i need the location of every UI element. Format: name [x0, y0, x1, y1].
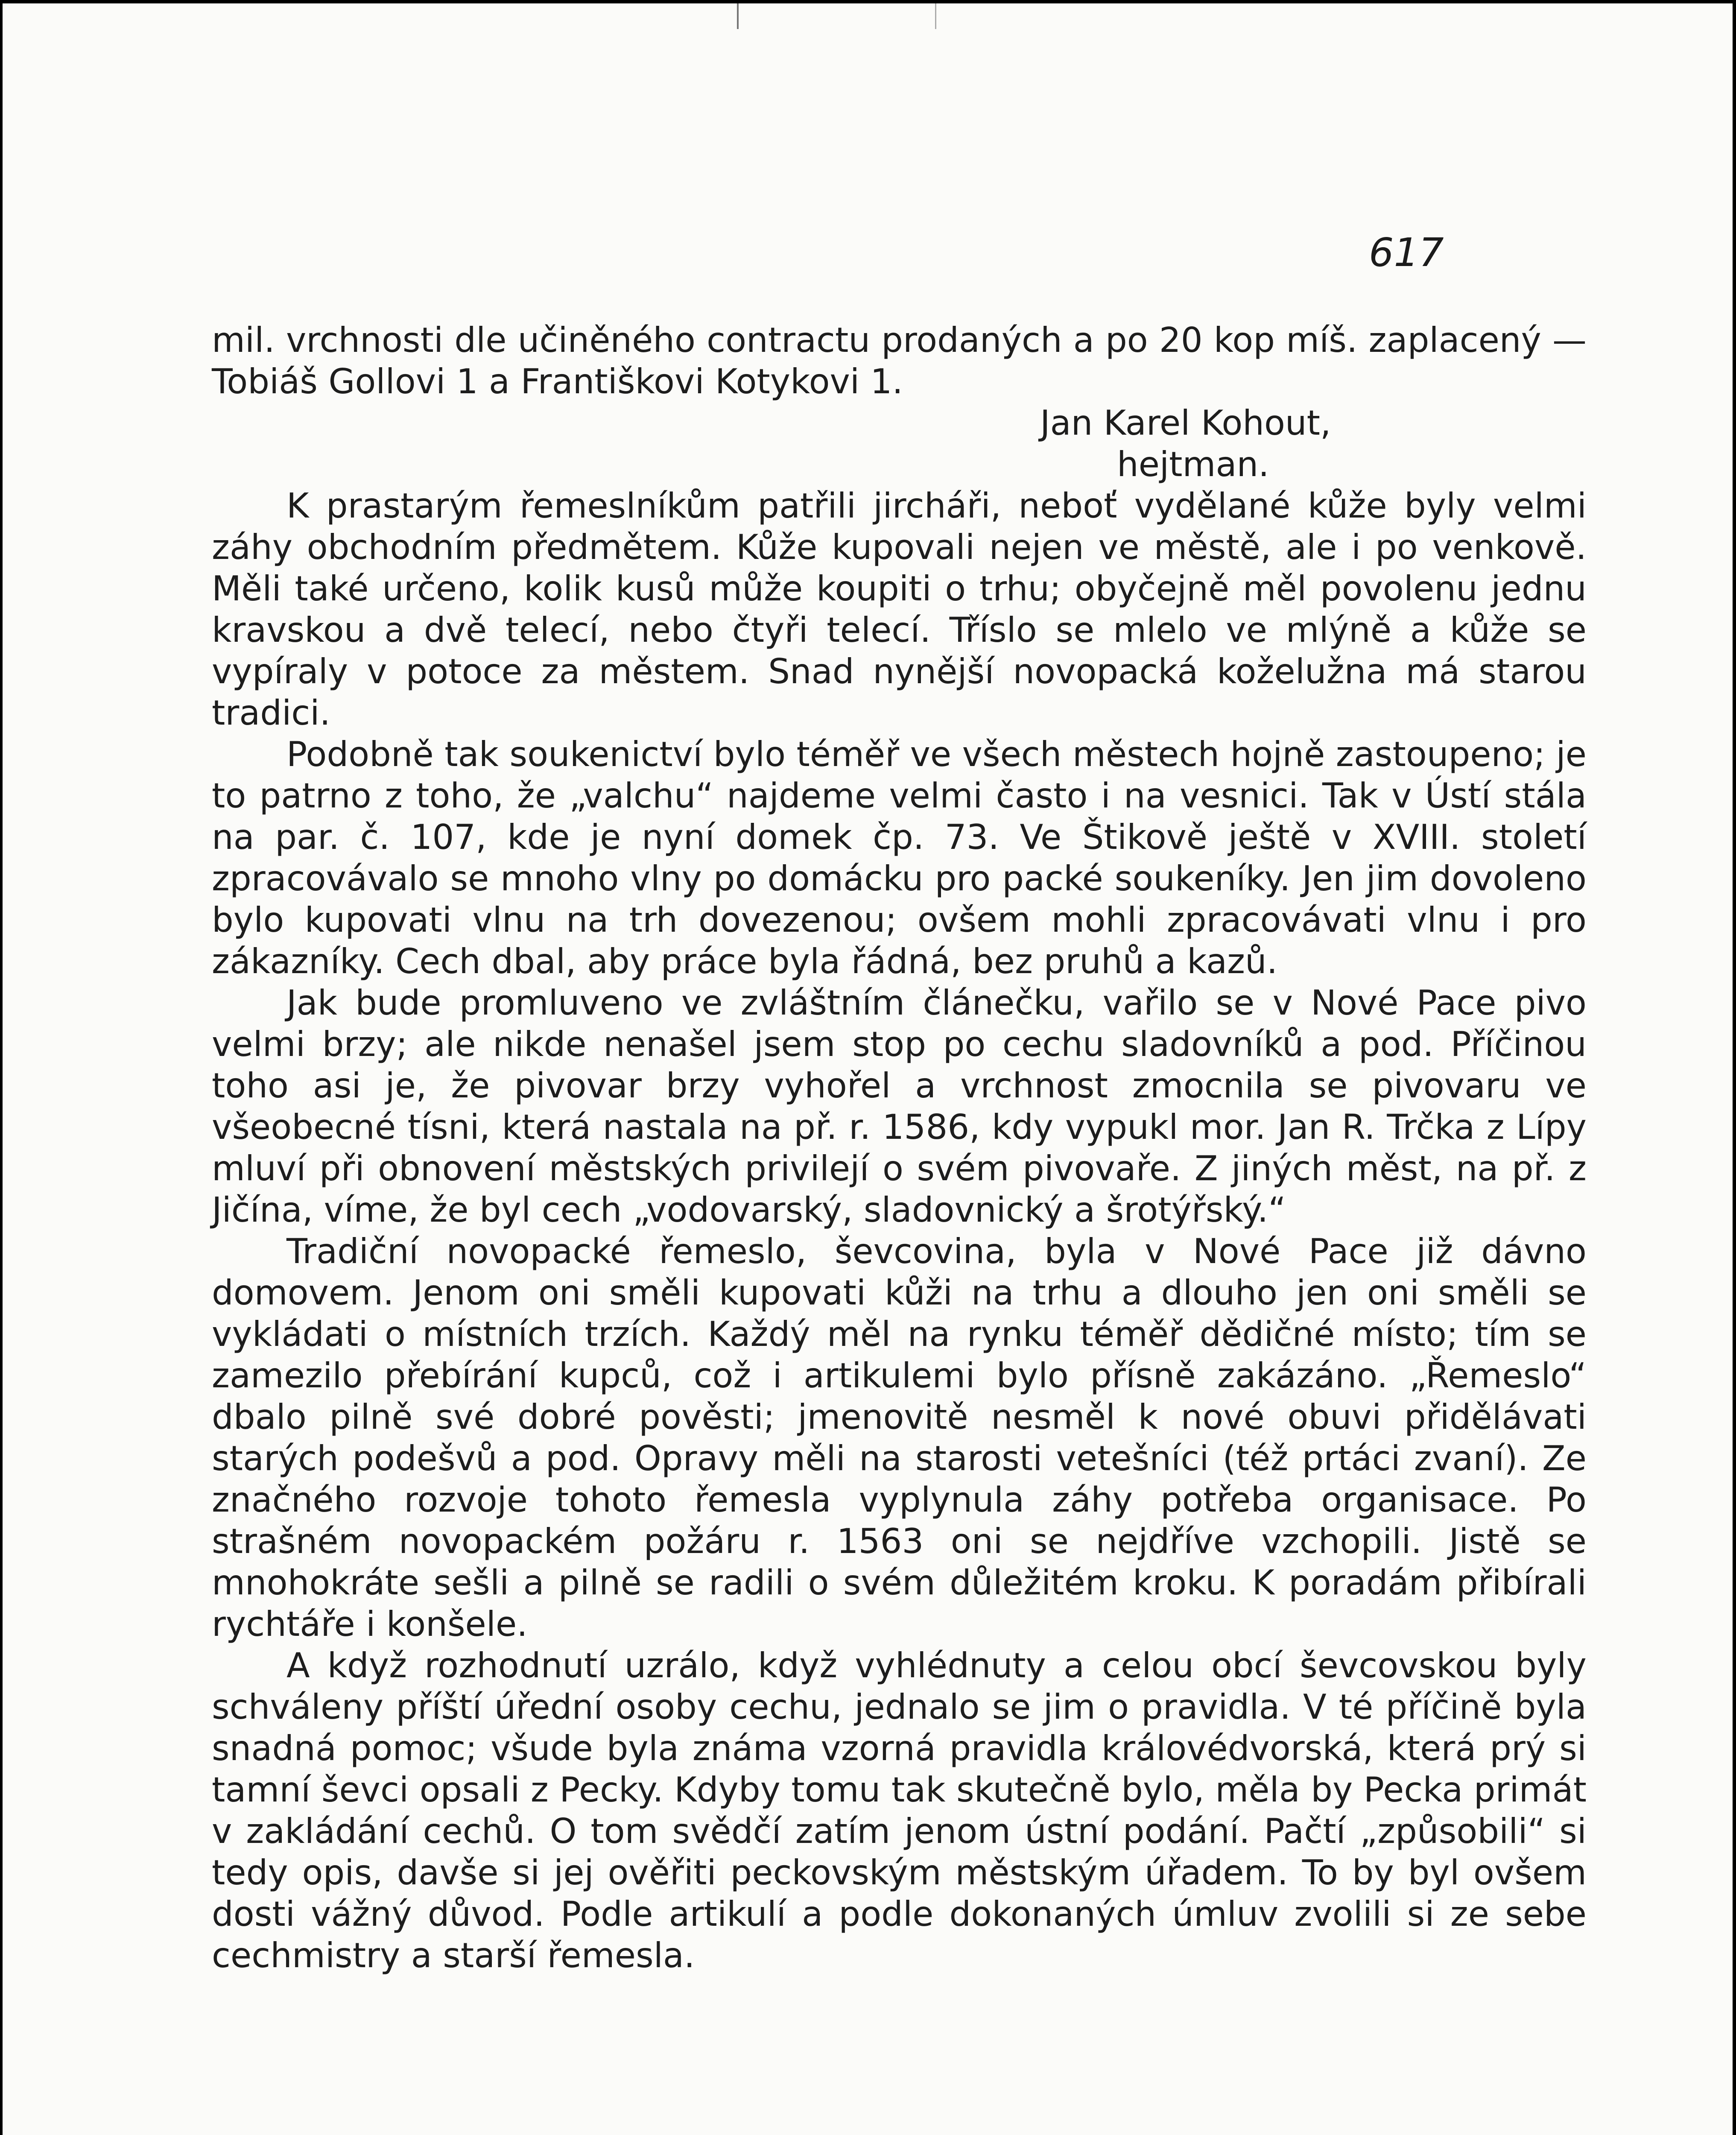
continuation-paragraph: mil. vrchnosti dle učiněného contractu prodaných a po 20 kop míš. zaplacený — Tobiáš Gollovi 1 a Františkovi Kotykovi 1. [212, 320, 1587, 401]
binding-marks [737, 3, 936, 29]
paragraph-tanners: K prastarým řemeslníkům patřili jircháři, neboť vydělané kůže byly velmi záhy obchodním předmětem. Kůže kupovali nejen ve městě, ale i po venkově. Měli také určeno, kolik kusů může koupiti o trhu; obyčejně měl povolenu jednu kravskou a dvě telecí, nebo čtyři telecí. Tříslo se mlelo ve mlýně a kůže se vypíraly v potoce za městem. Snad nynější novopacká koželužna má starou tradici. [212, 486, 1587, 733]
paragraph-guild-rules: A když rozhodnutí uzrálo, když vyhlédnuty a celou obcí ševcovskou byly schváleny příští úřední osoby cechu, jednalo se jim o pravidla. V té příčině byla snadná pomoc; všude byla známa vzorná pravidla královédvorská, která prý si tamní ševci opsali z Pecky. Kdyby tomu tak skutečně bylo, měla by Pecka primát v zakládání cechů. O tom svědčí zatím jenom ústní podání. Pačtí „způsobili“ si tedy opis, davše si jej ověřiti peckovským městským úřadem. To by byl ovšem dosti vážný důvod. Podle artikulí a podle dokonaných úmluv zvolili si ze sebe cechmistry a starší řemesla. [212, 1646, 1587, 1975]
signature-title: hejtman. [1117, 445, 1269, 484]
article-body [212, 319, 1587, 1976]
page-number: 617 [1369, 230, 1444, 275]
paragraph-brewers: Jak bude promluveno ve zvláštním článečku, vařilo se v Nové Pace pivo velmi brzy; ale nikde nenašel jsem stop po cechu sladovníků a pod. Příčinou toho asi je, že pivovar brzy vyhořel a vrchnost zmocnila se pivovaru ve všeobecné tísni, která nastala na př. r. 1586, kdy vypukl mor. Jan R. Trčka z Lípy mluví při obnovení městských privilejí o svém pivovaře. Z jiných měst, na př. z Jičína, víme, že byl cech „vodovarský, sladovnický a šrotýřský.“ [212, 983, 1587, 1230]
paragraph-shoemakers: Tradiční novopacké řemeslo, ševcovina, byla v Nové Pace již dávno domovem. Jenom oni směli kupovati kůži na trhu a dlouho jen oni směli se vykládati o místních trzích. Každý měl na rynku téměř dědičné místo; tím se zamezilo přebírání kupců, což i artikulemi bylo přísně zakázáno. „Řemeslo“ dbalo pilně své dobré pověsti; jmenovitě nesměl k nové obuvi přidělávati starých podešvů a pod. Opravy měli na starosti vetešníci (též prtáci zvaní). Ze značného rozvoje tohoto řemesla vyplynula záhy potřeba organisace. Po strašném novopackém požáru r. 1563 oni se nejdříve vzchopili. Jistě se mnohokráte sešli a pilně se radili o svém důležitém kroku. K poradám přibírali rychtáře i konšele. [212, 1231, 1587, 1644]
paragraph-clothmakers: Podobně tak soukenictví bylo téměř ve všech městech hojně zastoupeno; je to patrno z toho, že „valchu“ najdeme velmi často i na vesnici. Tak v Ústí stála na par. č. 107, kde je nyní domek čp. 73. Ve Štikově ještě v XVIII. století zpracovávalo se mnoho vlny po domácku pro packé soukeníky. Jen jim dovoleno bylo kupovati vlnu na trh dovezenou; ovšem mohli zpracovávati vlnu i pro zákazníky. Cech dbal, aby práce byla řádná, bez pruhů a kazů. [212, 734, 1587, 981]
scanned-page [3, 3, 1733, 2135]
signature-name: Jan Karel Kohout, [1040, 403, 1331, 443]
